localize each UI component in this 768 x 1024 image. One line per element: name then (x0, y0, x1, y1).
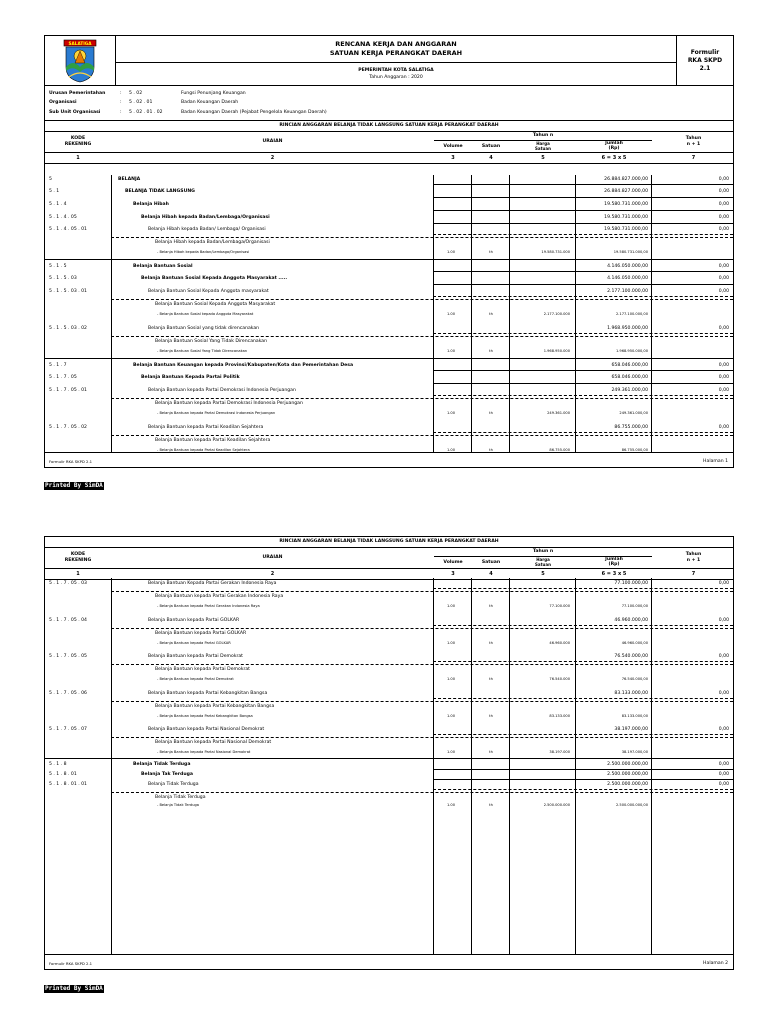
detail-satuan: th (489, 677, 493, 681)
detail-title: Belanja Hibah kepada Badan/Lembaga/Organisasi (155, 240, 270, 245)
document-title-1: RENCANA KERJA DAN ANGGARAN (335, 40, 457, 48)
table-body (45, 578, 733, 955)
col-harga-header: Harga Satuan (535, 557, 551, 567)
row-jumlah: 2.500.000.000,00 (607, 772, 648, 777)
row-jumlah: 26.884.827.000,00 (604, 189, 648, 194)
info-code: 5 . 02 . 01 (129, 100, 153, 106)
detail-jumlah: 76.540.000,00 (621, 677, 648, 681)
row-uraian: Belanja Bantuan kepada Partai Nasional Demokrat (148, 727, 265, 732)
table-header (45, 548, 733, 569)
form-identifier (676, 36, 733, 85)
col-number: 1 (76, 154, 80, 161)
row-jumlah: 2.500.000.000,00 (607, 782, 648, 787)
col-tahun-n1-header: Tahun n + 1 (685, 552, 702, 563)
row-kode: 5 . 1 . 7 . 05 . 07 (49, 727, 87, 732)
col-tahun-n-header: Tahun n (532, 132, 554, 138)
col-number: 2 (270, 571, 275, 577)
logo-text: SALATIGA (68, 40, 92, 46)
detail-volume: 1.00 (446, 312, 455, 316)
document-page-2 (44, 536, 734, 970)
row-jumlah: 2.500.000.000,00 (607, 762, 648, 767)
row-tahun: 0,00 (718, 691, 729, 696)
info-row (49, 98, 729, 107)
info-row (49, 108, 729, 117)
row-jumlah: 19.580.731.000,00 (604, 215, 648, 220)
detail-jumlah: 46.960.000,00 (621, 641, 648, 645)
info-label: Sub Unit Organisasi (49, 109, 101, 115)
row-kode: 5 (49, 177, 52, 182)
row-tahun: 0,00 (718, 581, 729, 586)
row-tahun: 0,00 (718, 326, 729, 331)
row-jumlah: 77.100.000,00 (614, 581, 648, 586)
section-title: RINCIAN ANGGARAN BELANJA TIDAK LANGSUNG SATUAN KERJA PERANGKAT DAERAH (45, 537, 733, 548)
col-jumlah-header: Jumlah (Rp) (605, 140, 623, 151)
detail-volume: 1.00 (446, 714, 455, 718)
detail-volume: 1.00 (446, 677, 455, 681)
detail-satuan: th (489, 250, 493, 254)
detail-title: Belanja Bantuan Sosial Kepada Anggota Masyarakat (155, 302, 276, 307)
row-uraian: Belanja Bantuan kepada Partai Kebangkitan Bangsa (148, 691, 268, 696)
row-tahun: 0,00 (718, 425, 729, 430)
detail-title: Belanja Tidak Terduga (155, 795, 206, 800)
col-kode-header: KODE REKENING (64, 552, 92, 563)
col-number: 4 (489, 154, 493, 161)
print-stamp: Printed By SimDA (45, 985, 103, 992)
detail-harga: 249.361.000 (547, 411, 570, 415)
row-uraian: BELANJA (118, 177, 141, 182)
row-uraian: BELANJA TIDAK LANGSUNG (125, 189, 195, 194)
info-code: 5 . 02 (129, 91, 143, 96)
detail-sub: - Belanja Bantuan kepada Partai Kebangkitan Bangsa (157, 714, 253, 718)
info-name: Badan Keuangan Daerah (181, 100, 239, 106)
row-tahun: 0,00 (718, 375, 729, 380)
detail-volume: 1.00 (446, 411, 455, 415)
form-label-1: Formulir (690, 48, 720, 56)
document-page-1 (44, 35, 734, 468)
info-name: Fungsi Penunjang Keuangan (181, 91, 246, 96)
row-tahun: 0,00 (718, 654, 729, 659)
row-jumlah: 83.133.000,00 (614, 691, 648, 696)
detail-jumlah: 19.580.731.000,00 (613, 250, 648, 254)
footer-page-number: Halaman 2 (703, 961, 728, 966)
row-jumlah: 86.755.000,00 (614, 425, 648, 430)
row-uraian: Belanja Bantuan kepada Partai Demokrat (148, 654, 243, 659)
row-uraian: Belanja Hibah kepada Badan/Lembaga/Organisasi (141, 215, 270, 220)
government-name: PEMERINTAH KOTA SALATIGA (358, 68, 434, 73)
row-tahun: 0,00 (718, 388, 729, 393)
row-tahun: 0,00 (718, 762, 729, 767)
row-tahun: 0,00 (718, 772, 729, 777)
document-title-2: SATUAN KERJA PERANGKAT DAERAH (329, 49, 463, 57)
row-jumlah: 19.580.731.000,00 (604, 227, 648, 232)
row-jumlah: 658.046.000,00 (611, 375, 648, 380)
city-emblem-logo (45, 36, 116, 85)
col-volume-header: Volume (443, 560, 463, 565)
col-volume-header: Volume (443, 143, 463, 149)
row-uraian: Belanja Bantuan kepada Partai Keadilan Sejahtera (148, 425, 264, 430)
row-tahun: 0,00 (718, 215, 729, 220)
col-number: 1 (76, 571, 80, 577)
row-kode: 5 . 1 (49, 189, 60, 194)
info-row (49, 89, 729, 98)
col-number: 5 (541, 571, 545, 577)
row-uraian: Belanja Bantuan kepada Partai Demokrasi Indonesia Perjuangan (148, 388, 296, 393)
row-jumlah: 26.884.827.000,00 (604, 177, 648, 182)
row-kode: 5 . 1 . 4 . 05 (49, 215, 77, 220)
detail-jumlah: 249.361.000,00 (619, 411, 648, 415)
row-tahun: 0,00 (718, 363, 729, 368)
row-jumlah: 4.146.050.000,00 (607, 276, 648, 281)
row-jumlah: 4.146.050.000,00 (607, 264, 648, 269)
footer-page-number: Halaman 1 (703, 459, 728, 464)
detail-harga: 76.540.000 (549, 677, 570, 681)
row-kode: 5 . 1 . 7 . 05 (49, 375, 77, 380)
detail-sub: - Belanja Bantuan kepada Partai Demokrat (157, 677, 234, 681)
detail-sub: - Belanja Bantuan Sosial Yang Tidak Direncanakan (157, 349, 248, 353)
detail-sub: - Belanja Bantuan kepada Partai Keadilan Sejahtera (157, 448, 250, 452)
detail-satuan: th (489, 349, 493, 353)
row-uraian: Belanja Bantuan Keuangan kepada Provinsi/Kabupaten/Kota dan Pemerintahan Desa (133, 363, 354, 368)
detail-harga: 19.580.731.000 (541, 250, 570, 254)
row-jumlah: 38.197.000,00 (614, 727, 648, 732)
col-tahun-n1-header: Tahun n + 1 (685, 135, 702, 147)
row-uraian: Belanja Tak Terduga (141, 772, 193, 777)
info-label: Organisasi (49, 100, 77, 106)
row-tahun: 0,00 (718, 276, 729, 281)
row-tahun: 0,00 (718, 727, 729, 732)
detail-jumlah: 2.500.000.000,00 (615, 803, 648, 807)
info-name: Badan Keuangan Daerah (Pejabat Pengelola Keuangan Daerah) (181, 109, 327, 115)
detail-title: Belanja Bantuan Sosial Yang Tidak Direncanakan (155, 339, 268, 344)
row-kode: 5 . 1 . 8 . 01 (49, 772, 77, 777)
detail-volume: 1.00 (446, 349, 455, 353)
col-number: 7 (691, 154, 696, 161)
row-tahun: 0,00 (718, 227, 729, 232)
col-number: 3 (451, 571, 455, 577)
footer-form-label: Formulir RKA SKPD 2.1 (49, 459, 93, 464)
col-number: 6 = 3 x 5 (601, 571, 627, 577)
detail-harga: 2.177.100.000 (543, 312, 570, 316)
col-satuan-header: Satuan (481, 560, 501, 565)
detail-volume: 1.00 (446, 448, 455, 452)
row-uraian: Belanja Tidak Terduga (148, 782, 199, 787)
detail-satuan: th (489, 448, 493, 452)
detail-satuan: th (489, 750, 493, 754)
col-tahun-n-header: Tahun n (532, 549, 554, 554)
detail-sub: - Belanja Bantuan Sosial kepada Anggota Masyarakat (157, 312, 254, 316)
info-colon: : (120, 91, 122, 96)
col-number: 4 (489, 571, 493, 577)
detail-satuan: th (489, 604, 493, 608)
detail-satuan: th (489, 641, 493, 645)
row-uraian: Belanja Bantuan Kepada Partai Politik (141, 375, 240, 380)
row-uraian: Belanja Hibah kepada Badan/ Lembaga/ Organisasi (148, 227, 266, 232)
row-kode: 5 . 1 . 4 . 05 . 01 (49, 227, 87, 232)
row-jumlah: 76.540.000,00 (614, 654, 648, 659)
row-kode: 5 . 1 . 8 . 01 . 01 (49, 782, 87, 787)
detail-harga: 2.500.000.000 (543, 803, 570, 807)
detail-sub: - Belanja Hibah kepada Badan/Lembaga/Organisasi (157, 250, 250, 254)
detail-harga: 83.133.000 (549, 714, 570, 718)
row-uraian: Belanja Hibah (133, 202, 169, 207)
col-kode-header: KODE REKENING (64, 135, 92, 147)
row-tahun: 0,00 (718, 618, 729, 623)
row-tahun: 0,00 (718, 189, 729, 194)
row-jumlah: 46.960.000,00 (614, 618, 648, 623)
fiscal-year: Tahun Anggaran : 2020 (369, 75, 423, 80)
form-label-2: RKA SKPD (687, 56, 723, 64)
detail-jumlah: 1.968.950.000,00 (615, 349, 648, 353)
table-column-numbers (45, 153, 733, 164)
row-kode: 5 . 1 . 7 . 05 . 06 (49, 691, 87, 696)
col-number: 6 = 3 x 5 (601, 154, 627, 161)
row-uraian: Belanja Tidak Terduga (133, 762, 191, 767)
detail-jumlah: 86.755.000,00 (621, 448, 648, 452)
table-body (45, 175, 733, 453)
col-uraian-header: URAIAN (262, 138, 283, 144)
info-colon: : (120, 100, 122, 106)
row-jumlah: 658.046.000,00 (611, 363, 648, 368)
detail-volume: 1.00 (446, 641, 455, 645)
table-header (45, 132, 733, 153)
organization-info (45, 86, 733, 121)
row-kode: 5 . 1 . 5 . 03 . 02 (49, 326, 87, 331)
info-colon: : (120, 109, 122, 115)
detail-sub: - Belanja Bantuan kepada Partai Gerakan Indonesia Raya (157, 604, 260, 608)
document-header (45, 36, 733, 86)
detail-title: Belanja Bantuan kepada Partai Kebangkitan Bangsa (155, 704, 275, 709)
row-kode: 5 . 1 . 7 . 05 . 02 (49, 425, 87, 430)
row-kode: 5 . 1 . 8 (49, 762, 67, 767)
row-uraian: Belanja Bantuan Sosial Kepada Anggota Masyarakat ..... (141, 276, 288, 281)
print-stamp: Printed By SimDA (45, 482, 103, 489)
detail-volume: 1.00 (446, 250, 455, 254)
detail-sub: - Belanja Bantuan kepada Partai GOLKAR (157, 641, 231, 645)
row-uraian: Belanja Bantuan Sosial yang tidak direncanakan (148, 326, 260, 331)
detail-jumlah: 77.100.000,00 (621, 604, 648, 608)
row-uraian: Belanja Bantuan Kepada Partai Gerakan Indonesia Raya (148, 581, 277, 586)
salatiga-crest-icon (63, 39, 97, 83)
row-jumlah: 1.968.950.000,00 (607, 326, 648, 331)
row-uraian: Belanja Bantuan Sosial (133, 264, 193, 269)
row-tahun: 0,00 (718, 202, 729, 207)
row-kode: 5 . 1 . 5 (49, 264, 67, 269)
detail-satuan: th (489, 714, 493, 718)
form-label-3: 2.1 (699, 64, 711, 72)
detail-title: Belanja Bantuan kepada Partai Gerakan Indonesia Raya (155, 594, 284, 599)
row-tahun: 0,00 (718, 177, 729, 182)
row-kode: 5 . 1 . 7 . 05 . 03 (49, 581, 87, 586)
row-uraian: Belanja Bantuan kepada Partai GOLKAR (148, 618, 240, 623)
row-tahun: 0,00 (718, 264, 729, 269)
row-kode: 5 . 1 . 7 . 05 . 01 (49, 388, 87, 393)
detail-harga: 86.755.000 (549, 448, 570, 452)
detail-sub: - Belanja Bantuan kepada Partai Nasional Demokrat (157, 750, 251, 754)
detail-harga: 77.100.000 (549, 604, 570, 608)
detail-title: Belanja Bantuan kepada Partai Demokrat (155, 667, 250, 672)
detail-harga: 38.197.000 (549, 750, 570, 754)
row-kode: 5 . 1 . 5 . 03 (49, 276, 77, 281)
row-kode: 5 . 1 . 7 . 05 . 05 (49, 654, 87, 659)
col-number: 3 (451, 154, 455, 161)
detail-title: Belanja Bantuan kepada Partai GOLKAR (155, 631, 247, 636)
col-satuan-header: Satuan (481, 143, 501, 149)
detail-jumlah: 2.177.100.000,00 (615, 312, 648, 316)
detail-sub: - Belanja Bantuan kepada Partai Demokrasi Indonesia Perjuangan (157, 411, 276, 415)
footer-form-label: Formulir RKA SKPD 2.1 (49, 961, 93, 966)
row-tahun: 0,00 (718, 782, 729, 787)
detail-harga: 46.960.000 (549, 641, 570, 645)
row-tahun: 0,00 (718, 289, 729, 294)
row-jumlah: 19.580.731.000,00 (604, 202, 648, 207)
col-number: 7 (691, 571, 696, 577)
row-kode: 5 . 1 . 5 . 03 . 01 (49, 289, 87, 294)
detail-title: Belanja Bantuan kepada Partai Demokrasi Indonesia Perjuangan (155, 401, 303, 406)
col-number: 2 (270, 154, 275, 161)
row-jumlah: 249.361.000,00 (611, 388, 648, 393)
col-uraian-header: URAIAN (262, 555, 283, 560)
col-number: 5 (541, 154, 545, 161)
detail-satuan: th (489, 411, 493, 415)
detail-volume: 1.00 (446, 803, 455, 807)
row-kode: 5 . 1 . 4 (49, 202, 67, 207)
row-kode: 5 . 1 . 7 (49, 363, 67, 368)
row-uraian: Belanja Bantuan Sosial Kepada Anggota masyarakat (148, 289, 269, 294)
info-code: 5 . 02 . 01 . 02 (129, 109, 163, 115)
detail-title: Belanja Bantuan kepada Partai Nasional Demokrat (155, 740, 272, 745)
col-jumlah-header: Jumlah (Rp) (605, 557, 623, 567)
info-label: Urusan Pemerintahan (49, 91, 106, 96)
detail-jumlah: 83.133.000,00 (621, 714, 648, 718)
detail-satuan: th (489, 803, 493, 807)
col-harga-header: Harga Satuan (535, 140, 551, 151)
detail-harga: 1.968.950.000 (543, 349, 570, 353)
row-jumlah: 2.177.100.000,00 (607, 289, 648, 294)
detail-sub: - Belanja Tidak Terduga (157, 803, 199, 807)
detail-satuan: th (489, 312, 493, 316)
section-title: RINCIAN ANGGARAN BELANJA TIDAK LANGSUNG SATUAN KERJA PERANGKAT DAERAH (45, 121, 733, 132)
row-kode: 5 . 1 . 7 . 05 . 04 (49, 618, 87, 623)
detail-volume: 1.00 (446, 750, 455, 754)
detail-title: Belanja Bantuan kepada Partai Keadilan Sejahtera (155, 438, 271, 443)
detail-jumlah: 38.197.000,00 (621, 750, 648, 754)
detail-volume: 1.00 (446, 604, 455, 608)
